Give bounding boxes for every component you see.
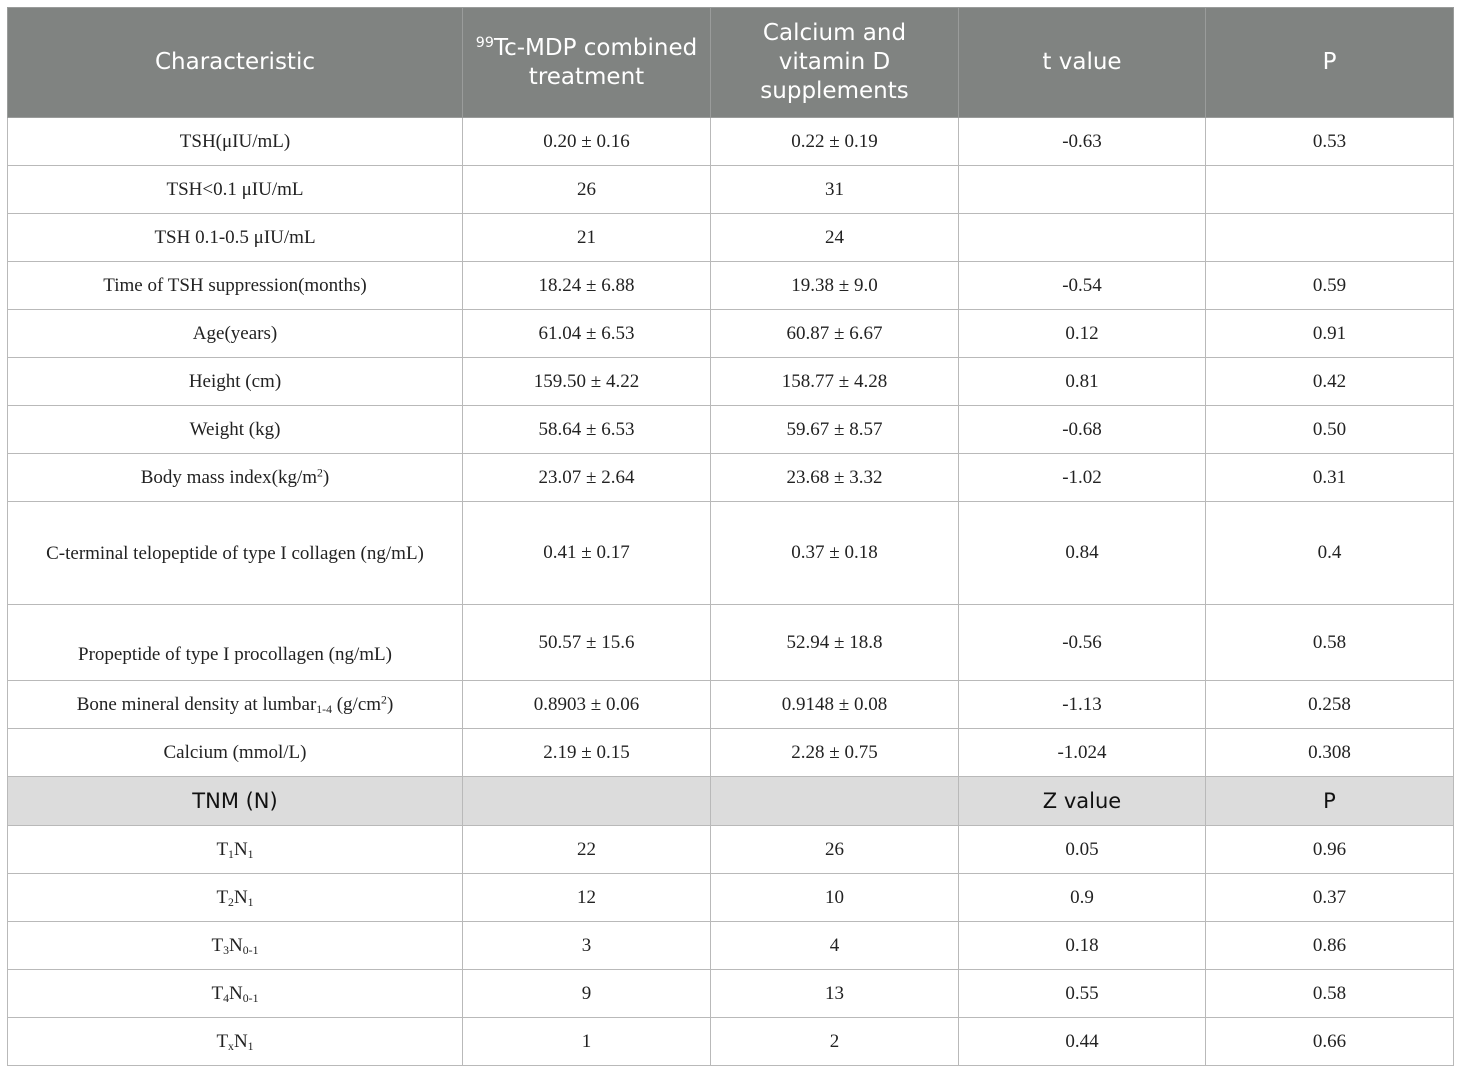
tnm-label — [8, 826, 463, 874]
cell-statistic: -1.13 — [959, 681, 1206, 729]
row-label — [8, 454, 463, 502]
row-label: C-terminal telopeptide of type I collagen (ng/mL) — [8, 502, 463, 605]
cell-p-value: 0.59 — [1206, 262, 1454, 310]
table-row — [8, 262, 1454, 310]
tnm-n-sub: 0-1 — [242, 991, 259, 1005]
subheader-empty-2 — [711, 777, 959, 826]
cell-group1: 0.8903 ± 0.06 — [463, 681, 711, 729]
table-row — [8, 454, 1454, 502]
label-text: Propeptide of type I procollagen (ng/mL) — [78, 643, 392, 665]
cell-p-value: 0.53 — [1206, 118, 1454, 166]
cell-group2: 13 — [711, 970, 959, 1018]
table-row — [8, 729, 1454, 777]
cell-p-value — [1206, 214, 1454, 262]
row-label: Time of TSH suppression(months) — [8, 262, 463, 310]
header-group1-isotope: 99 — [475, 34, 494, 51]
label-text-mid: (g/cm — [331, 693, 382, 715]
tnm-t-sub: 4 — [223, 991, 230, 1005]
tnm-t: T — [216, 838, 229, 860]
cell-group2: 0.22 ± 0.19 — [711, 118, 959, 166]
cell-group2: 59.67 ± 8.57 — [711, 406, 959, 454]
table-row — [8, 166, 1454, 214]
cell-group1: 22 — [463, 826, 711, 874]
table-row — [8, 502, 1454, 605]
cell-statistic: -0.54 — [959, 262, 1206, 310]
table-row — [8, 358, 1454, 406]
cell-statistic: 0.44 — [959, 1018, 1206, 1066]
cell-p-value: 0.91 — [1206, 310, 1454, 358]
header-group2: Calcium and vitamin D supplements — [711, 8, 959, 118]
cell-p-value: 0.58 — [1206, 970, 1454, 1018]
subheader-p-value: P — [1206, 777, 1454, 826]
cell-group2: 52.94 ± 18.8 — [711, 605, 959, 681]
tnm-n-sub: 0-1 — [242, 943, 259, 957]
label-superscript: 2 — [381, 693, 387, 707]
tnm-n-sub: 1 — [247, 895, 254, 909]
cell-group1: 61.04 ± 6.53 — [463, 310, 711, 358]
tnm-label — [8, 970, 463, 1018]
cell-statistic: -0.56 — [959, 605, 1206, 681]
tnm-label — [8, 922, 463, 970]
header-characteristic: Characteristic — [8, 8, 463, 118]
tnm-t: T — [211, 934, 224, 956]
cell-statistic: 0.84 — [959, 502, 1206, 605]
label-text: Bone mineral density at lumbar — [76, 693, 317, 715]
row-label: Age(years) — [8, 310, 463, 358]
cell-group2: 31 — [711, 166, 959, 214]
cell-statistic: 0.81 — [959, 358, 1206, 406]
tnm-n: N — [229, 934, 243, 956]
tnm-t-sub: 1 — [228, 847, 234, 861]
row-label: TSH 0.1-0.5 μIU/mL — [8, 214, 463, 262]
header-statistic: t value — [959, 8, 1206, 118]
row-label — [8, 605, 463, 681]
cell-group1: 1 — [463, 1018, 711, 1066]
tnm-n: N — [233, 886, 248, 908]
tnm-t-sub: 2 — [228, 895, 234, 909]
cell-group2: 0.9148 ± 0.08 — [711, 681, 959, 729]
table-row — [8, 1018, 1454, 1066]
table-row — [8, 681, 1454, 729]
tnm-t: T — [216, 1030, 229, 1052]
tnm-n-sub: 1 — [247, 847, 254, 861]
cell-group1: 50.57 ± 15.6 — [463, 605, 711, 681]
header-p-value: P — [1206, 8, 1454, 118]
cell-p-value: 0.42 — [1206, 358, 1454, 406]
subheader-empty-1 — [463, 777, 711, 826]
cell-group1: 2.19 ± 0.15 — [463, 729, 711, 777]
cell-statistic: 0.12 — [959, 310, 1206, 358]
cell-statistic: -0.63 — [959, 118, 1206, 166]
header-group1-label: Tc-MDP combined treatment — [493, 34, 698, 90]
cell-group1: 3 — [463, 922, 711, 970]
cell-p-value: 0.258 — [1206, 681, 1454, 729]
cell-statistic: -1.02 — [959, 454, 1206, 502]
cell-group2: 23.68 ± 3.32 — [711, 454, 959, 502]
table-header — [8, 8, 1454, 118]
cell-group2: 158.77 ± 4.28 — [711, 358, 959, 406]
cell-statistic: 0.55 — [959, 970, 1206, 1018]
cell-p-value: 0.4 — [1206, 502, 1454, 605]
cell-statistic — [959, 214, 1206, 262]
cell-group2: 0.37 ± 0.18 — [711, 502, 959, 605]
cell-p-value: 0.50 — [1206, 406, 1454, 454]
cell-statistic: -1.024 — [959, 729, 1206, 777]
subheader-tnm: TNM (N) — [8, 777, 463, 826]
comparison-table — [7, 7, 1454, 1066]
tnm-t: T — [216, 886, 229, 908]
cell-statistic: 0.18 — [959, 922, 1206, 970]
cell-statistic: -0.68 — [959, 406, 1206, 454]
table-row — [8, 605, 1454, 681]
tnm-t-sub: 3 — [223, 943, 230, 957]
tnm-label — [8, 874, 463, 922]
tnm-n: N — [233, 838, 248, 860]
cell-p-value: 0.96 — [1206, 826, 1454, 874]
cell-p-value: 0.308 — [1206, 729, 1454, 777]
tnm-t: T — [211, 982, 224, 1004]
cell-p-value: 0.58 — [1206, 605, 1454, 681]
subheader-statistic: Z value — [959, 777, 1206, 826]
table-row — [8, 970, 1454, 1018]
cell-group2: 26 — [711, 826, 959, 874]
cell-statistic — [959, 166, 1206, 214]
table-row — [8, 214, 1454, 262]
subheader-row — [8, 777, 1454, 826]
label-superscript: 2 — [317, 466, 323, 480]
cell-p-value — [1206, 166, 1454, 214]
cell-group2: 24 — [711, 214, 959, 262]
table-row — [8, 874, 1454, 922]
cell-group1: 0.41 ± 0.17 — [463, 502, 711, 605]
label-text-end: ) — [386, 693, 394, 715]
cell-statistic: 0.05 — [959, 826, 1206, 874]
row-label: TSH<0.1 μIU/mL — [8, 166, 463, 214]
cell-p-value: 0.37 — [1206, 874, 1454, 922]
cell-p-value: 0.86 — [1206, 922, 1454, 970]
table-row — [8, 406, 1454, 454]
cell-group2: 4 — [711, 922, 959, 970]
label-subscript: 1-4 — [316, 702, 332, 716]
row-label: Calcium (mmol/L) — [8, 729, 463, 777]
table-body — [8, 118, 1454, 1066]
tnm-t-sub: x — [228, 1039, 234, 1053]
header-group1 — [463, 8, 711, 118]
cell-statistic: 0.9 — [959, 874, 1206, 922]
cell-group1: 26 — [463, 166, 711, 214]
cell-group2: 2 — [711, 1018, 959, 1066]
row-label: TSH(μIU/mL) — [8, 118, 463, 166]
row-label: Height (cm) — [8, 358, 463, 406]
cell-p-value: 0.31 — [1206, 454, 1454, 502]
tnm-n: N — [229, 982, 243, 1004]
cell-group2: 19.38 ± 9.0 — [711, 262, 959, 310]
cell-group2: 2.28 ± 0.75 — [711, 729, 959, 777]
cell-p-value: 0.66 — [1206, 1018, 1454, 1066]
tnm-n: N — [233, 1030, 248, 1052]
label-text: Body mass index(kg/m — [140, 466, 318, 488]
table-row — [8, 118, 1454, 166]
tnm-label — [8, 1018, 463, 1066]
row-label: Weight (kg) — [8, 406, 463, 454]
row-label — [8, 681, 463, 729]
label-text-end: ) — [322, 466, 330, 488]
table-row — [8, 826, 1454, 874]
cell-group1: 12 — [463, 874, 711, 922]
cell-group2: 60.87 ± 6.67 — [711, 310, 959, 358]
cell-group1: 58.64 ± 6.53 — [463, 406, 711, 454]
cell-group1: 21 — [463, 214, 711, 262]
cell-group1: 159.50 ± 4.22 — [463, 358, 711, 406]
cell-group1: 9 — [463, 970, 711, 1018]
cell-group1: 23.07 ± 2.64 — [463, 454, 711, 502]
cell-group1: 18.24 ± 6.88 — [463, 262, 711, 310]
table-row — [8, 310, 1454, 358]
cell-group2: 10 — [711, 874, 959, 922]
cell-group1: 0.20 ± 0.16 — [463, 118, 711, 166]
tnm-n-sub: 1 — [247, 1039, 254, 1053]
table-row — [8, 922, 1454, 970]
